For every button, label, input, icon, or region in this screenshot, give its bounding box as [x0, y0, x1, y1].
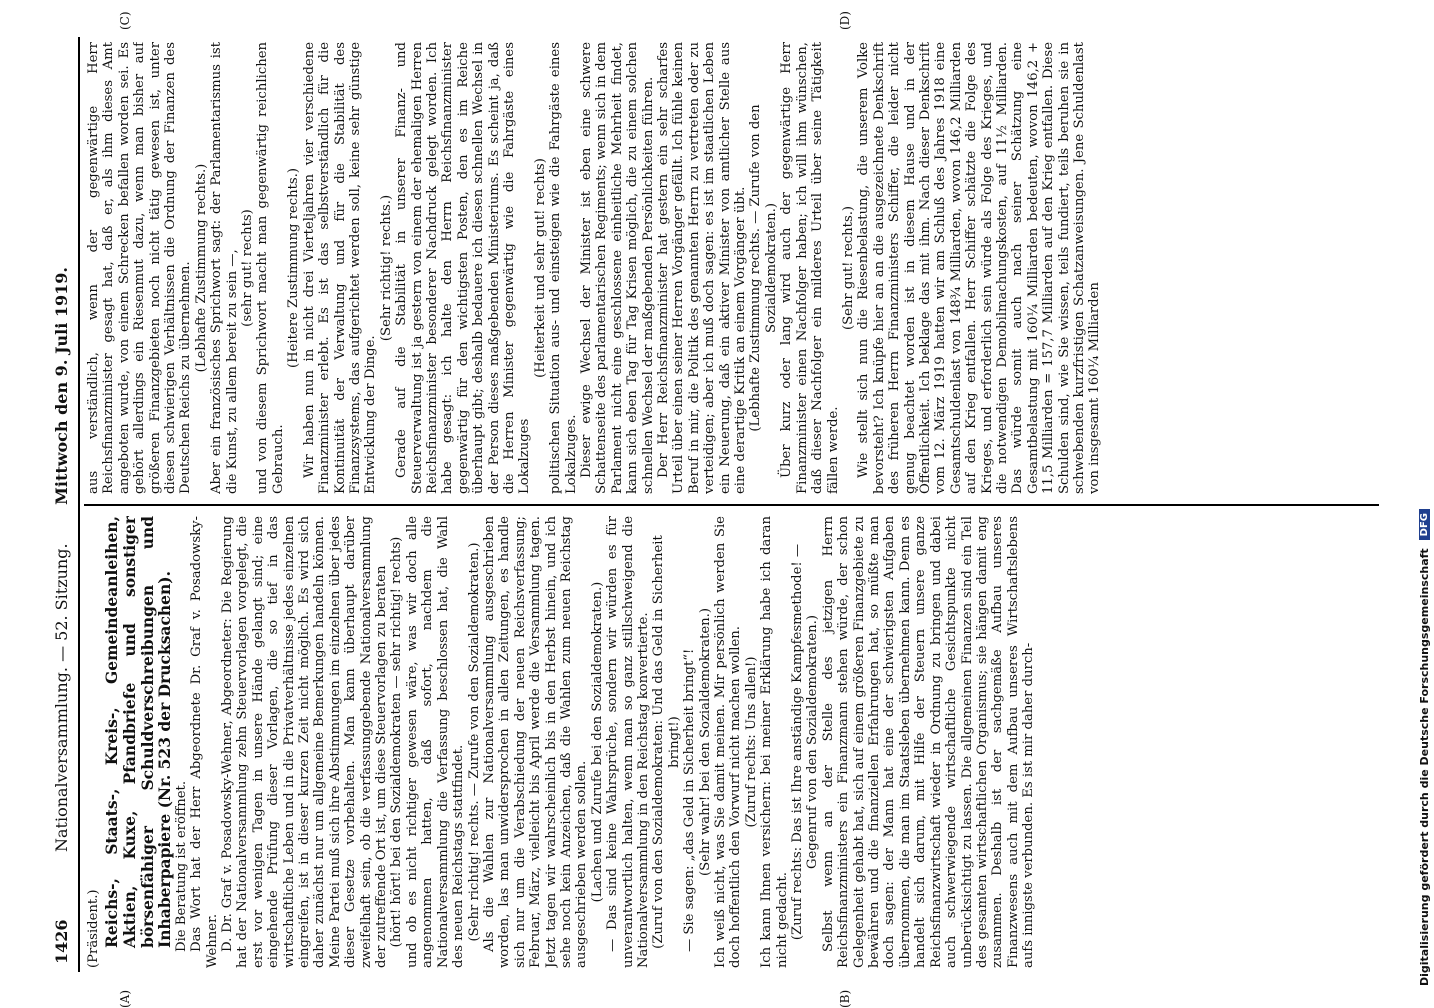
paragraph: und von diesem Sprichwort macht man gegenwärtig reichlichen Gebrauch.	[255, 42, 286, 494]
interjection: (Zuruf von den Sozialdemokraten: Und das Geld in Sicherheit bringt!)	[651, 535, 682, 949]
margin-marker-c: (C)	[118, 11, 132, 30]
paragraph: Ich kann Ihnen versichern: bei meiner Erklärung habe ich daran nicht gedacht.	[759, 516, 790, 968]
document-page	[48, 11, 1388, 1008]
paragraph: Wie stellt sich nun die Riesenbelastung, die unserem Volke bevorsteht? Ich knüpfe hier an an die ausgezeichnete Denkschrift des früheren Herrn Finanzministers Schiffer, die leider nicht genug beachtet worden ist in diesem Hause und in der Öffentlichkeit. Ich beklage das mit ihm. Nach dieser Denkschrift vom 12. März 1919 hatten wir am Schluß des Jahres 1918 eine Gesamtschuldenlast von 148¾ Milliarden, wovon 146,2 Milliarden auf den Krieg entfallen. Herr Schiffer schätzte die Folge des Krieges, und erforderlich sein würde als Folge des Krieges, und die notwendigen Demobilmachungskosten, auf 11½ Milliarden. Das würde somit auch nach seiner Schätzung eine Gesamtbelastung mit 160¼ Milliarden bedeuten, wovon 146,2 + 11,5 Milliarden = 157,7 Milliarden auf den Krieg entfallen. Diese Schulden sind, wie Sie wissen, teils fundiert, teils beruhen sie in schwebenden kurzfristigen Schatzanweisungen. Jene Schuldenlast von insgesamt 160¼ Milliarden	[856, 42, 1103, 494]
paragraph: Gerade auf die Stabilität in unserer Finanz- und Steuerverwaltung ist ja gestern von einem der ehemaligen Herren Reichsfinanzminister besonderer Nachdruck gelegt worden. Ich habe gesagt: ich halte den Herrn Reichsfinanzminister gegenwärtig für den wichtigsten Posten, den es im Reiche überhaupt gibt; deshalb bedauere ich diesen schnellen Wechsel in der Person dieses maßgebenden Ministeriums. Es scheint ja, daß die Herren Minister gegenwärtig wie die Fahrgäste eines Lokalzuges	[394, 42, 533, 494]
paragraph: Der Herr Reichsfinanzminister hat gestern ein sehr scharfes Urteil über einen seiner Herren Vorgänger gefällt. Ich fühle keinen Beruf in mir, die Politik des genannten Herrn zu vertreten oder zu verteidigen; aber ich muß doch sagen: es ist im staatlichen Leben ein Neuerung, daß ein aktiver Minister von amtlicher Stelle aus eine derartige Kritik an einem Vorgänger übt.	[656, 42, 749, 494]
interjection: (Heitere Zustimmung rechts.)	[286, 167, 302, 369]
session-title: Nationalversammlung. — 52. Sitzung.	[52, 543, 71, 852]
paragraph: Das Wort hat der Herr Abgeordnete Dr. Graf v. Posadowsky-Wehner.	[189, 516, 220, 968]
interjection: (Sehr richtig! rechts.)	[378, 194, 394, 342]
dfg-logo: DFG	[1419, 509, 1430, 540]
column-divider	[84, 504, 1379, 506]
interjection: (Sehr wahr! bei den Sozialdemokraten.)	[697, 608, 713, 876]
interjection: (Lebhafte Zustimmung rechts. — Zurufe von den Sozialdemokraten.)	[748, 104, 779, 432]
digitization-credit	[1416, 6, 1432, 986]
margin-marker-d: (D)	[838, 11, 852, 30]
interjection: (Sehr gut! rechts.)	[840, 205, 856, 331]
page-number: 1426	[52, 919, 71, 964]
paragraph: und ob es nicht richtiger gewesen wäre, was wir doch alle angenommen hatten, daß sofort, nachdem die Nationalversammlung die Verfassung beschlossen hat, die Wahl des neuen Reichstags stattfindet.	[404, 516, 467, 968]
paragraph: — Das sind keine Wahrsprüche, sondern wir würden es für unverantwortlich halten, wenn man so ganz stillschweigend die Nationalversammlung in den Reichstag konvertierte.	[605, 516, 651, 968]
interjection: (Heiterkeit und sehr gut! rechts)	[532, 158, 548, 378]
interjection: (Lachen und Zurufe bei den Sozialdemokraten.)	[589, 581, 605, 903]
section-heading: Reichs-, Staats-, Kreis-, Gemeindeanleihen, Aktien, Kuxe, Pfandbriefe und sonstiger börsenfähiger Schuldverschreibungen und Inhaberpapiere (Nr. 523 der Drucksachen).	[102, 516, 175, 948]
interjection: (Zuruf rechts: Uns allen!)	[743, 656, 759, 828]
text-column-left	[86, 516, 1378, 968]
paragraph: aus verständlich, wenn der gegenwärtige Herr Reichsfinanzminister gesagt hat, daß er, als ihm dieses Amt angeboten wurde, von einem Schrecken befallen worden sei. Es gehört allerdings ein Riesenmut dazu, wenn man bisher auf größeren Finanzgebieten noch nicht tätig gewesen ist, unter diesen schwierigen Verhältnissen die Ordnung der Finanzen des Deutschen Reichs zu übernehmen.	[86, 42, 194, 494]
interjection: (sehr gut! rechts)	[240, 209, 256, 327]
interjection: (Lebhafte Zustimmung rechts.)	[193, 163, 209, 373]
margin-marker-b: (B)	[838, 989, 852, 1008]
margin-marker-a: (A)	[118, 989, 132, 1008]
credit-text: Digitalisierung gefördert durch die Deutsche Forschungsgemeinschaft	[1417, 548, 1431, 986]
paragraph: Aber ein französisches Sprichwort sagt: der Parlamentarismus ist die Kunst, zu allem bereit zu sein —,	[209, 42, 240, 494]
paragraph: Wir haben nun in nicht drei Vierteljahren vier verschiedene Finanzminister erlebt. Es ist das selbstverständlich für die Kontinuität der Verwaltung und für die Stabilität des Finanzsystems, das aufgerichtet werden soll, keine sehr günstige Entwicklung der Dinge.	[301, 42, 379, 494]
interjection: (Sehr richtig! rechts. — Zurufe von den Sozialdemokraten.)	[466, 542, 482, 942]
paragraph: Dieser ewige Wechsel der Minister ist eben eine schwere Schattenseite des parlamentarischen Regiments; wenn sich in dem Parlament nicht eine geschlossene einheitliche Mehrheit findet, kann sich eben Tag für Tag Krisen möglich, die zu einem solchen schnellen Wechsel der maßgebenden Persönlichkeiten führen.	[579, 42, 656, 494]
paragraph: — Sie sagen: „das Geld in Sicherheit bringt“!	[682, 648, 698, 952]
paragraph: politischen Situation aus- und einsteigen wie die Fahrgäste eines Lokalzuges.	[548, 42, 579, 494]
paragraph: Als die Wahlen zur Nationalversammlung ausgeschrieben worden, las man unwidersprochen in allen Zeitungen, es handle sich nur um die Verabschiedung der neuen Reichsverfassung; Februar, März, vielleicht bis April werde die Versammlung tagen. Jetzt tagen wir wahrscheinlich bis in den Herbst hinein, und ich sehe noch kein Anzeichen, daß die Wahlen zum neuen Reichstag ausgeschrieben werden sollen.	[481, 516, 590, 968]
page-header	[48, 37, 76, 972]
paragraph: Selbst wenn an der Stelle des jetzigen Herrn Reichsfinanzministers ein Finanzmann stehen würde, der schon Gelegenheit gehabt hat, sich auf einem größeren Finanzgebiete zu bewähren und die finanziellen Erfahrungen hat, so müßte man doch sagen: der Mann hat eine der schwierigsten Aufgaben übernommen, die man im Staatsleben übernehmen kann. Denn es handelt sich darum, mit Hilfe der Steuern unsere ganze Reichsfinanzwirtschaft wieder in Ordnung zu bringen und dabei auch schwerwiegende wirtschaftliche Gesichtspunkte nicht unberücksichtigt zu lassen. Die allgemeinen Finanzen sind ein Teil des gesamten wirtschaftlichen Organismus; sie hängen damit eng zusammen. Deshalb ist der sachgemäße Aufbau unseres Finanzwesens auch mit dem Aufbau unseres Wirtschaftslebens aufs innigste verbunden. Es ist mir daher durch-	[820, 516, 1037, 968]
paragraph: Die Beratung ist eröffnet.	[173, 780, 189, 952]
header-rule	[78, 37, 80, 972]
interjection: (hört! hört! bei den Sozialdemokraten — sehr richtig! rechts)	[389, 536, 405, 948]
paragraph: Ich weiß nicht, was Sie damit meinen. Mir persönlich werden Sie doch hoffentlich den Vorwurf nicht machen wollen.	[713, 516, 744, 968]
interjection: (Zuruf rechts: Das ist Ihre anständige Kampfesmethode! — Gegenruf von den Sozialdemokraten.)	[790, 543, 821, 941]
paragraph: Über kurz oder lang wird auch der gegenwärtige Herr Finanzminister einen Nachfolger haben; ich will ihm wünschen, daß dieser Nachfolger ein milderes Urteil über seine Tätigkeit fällen werde.	[779, 42, 841, 494]
text-column-right	[86, 42, 1378, 494]
paragraph: (Präsident.)	[86, 889, 101, 968]
paragraph: D. Dr. Graf v. Posadowsky-Wehner, Abgeordneter: Die Regierung hat der Nationalversammlung zehn Steuervorlagen vorgelegt, die erst vor wenigen Tagen in unsere Hände gelangt sind; eine eingehende Prüfung dieser Vorlagen, die so tief in das wirtschaftliche Leben und in die Privatverhältnisse jedes einzelnen eingreifen, ist in dieser kurzen Zeit nicht möglich. Es wird sich daher zunächst nur um allgemeine Bemerkungen handeln können. Meine Partei muß sich ihre Abstimmungen im einzelnen über jedes dieser Gesetze vorbehalten. Man kann überhaupt darüber zweifelhaft sein, ob die verfassunggebende Nationalversammlung der zutreffende Ort ist, um diese Steuervorlagen zu beraten	[220, 516, 390, 968]
session-date: Mittwoch den 9. Juli 1919.	[52, 267, 71, 505]
